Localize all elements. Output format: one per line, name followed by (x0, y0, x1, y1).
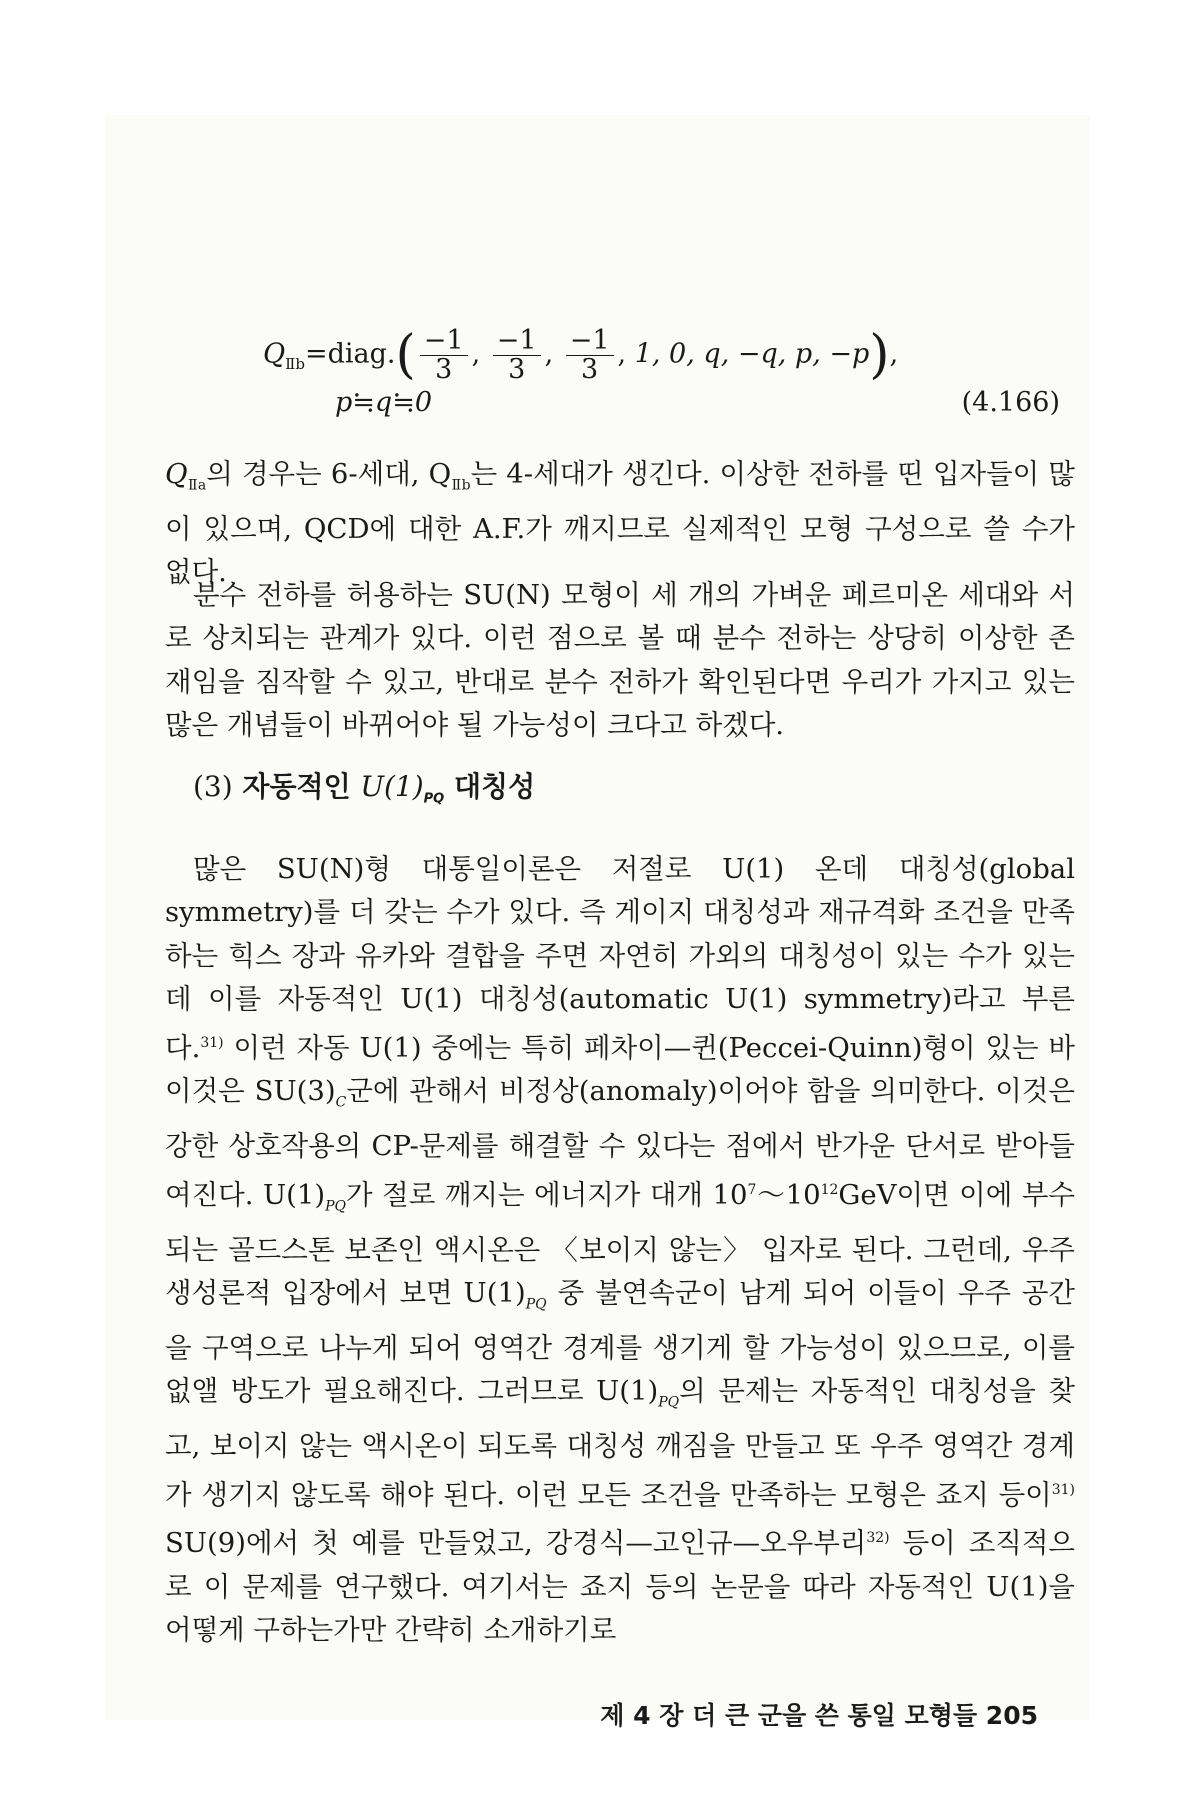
equation-tail: 1, 0, q, −q, p, −p (634, 338, 870, 370)
page-footer: 제 4 장 더 큰 군을 쓴 통일 모형들 205 (600, 1701, 1038, 1730)
equation-lhs: Q (263, 338, 286, 370)
equation-4-166 (105, 325, 1090, 435)
section-heading: (3) 자동적인 $U(1)_{PQ}$ 대칭성 (193, 770, 536, 807)
equation-condition: p≒q≒0 (335, 387, 432, 418)
left-paren: ( (395, 325, 416, 385)
paragraph-2: 분수 전하를 허용하는 SU(N) 모형이 세 개의 가벼운 페르미온 세대와 서로 상치되는 관계가 있다. 이런 점으로 볼 때 분수 전하는 상당히 이상한 존재임을 짐작할 수 있고, 반대로 분수 전하가 확인된다면 우리가 가지고 있는 많은 개념들이 바뀌어야 될 가능성이 크다고 하겠다. (165, 579, 1075, 742)
fraction: $\frac{-1}{3}$ (420, 327, 468, 384)
paragraph-1: $Q_{Ⅱa}$의 경우는 6-세대, $Q_{Ⅱb}$는 4-세대가 생긴다. 이상한 전하를 띤 입자들이 많이 있으며, QCD에 대한 A.F.가 깨지므로 실제적인 모형 구성으로 쓸 수가 없다. (165, 458, 1075, 589)
fraction: $\frac{-1}{3}$ (493, 327, 541, 384)
paragraph-3: 많은 SU(N)형 대통일이론은 저절로 U(1) 온데 대칭성(global symmetry)를 더 갖는 수가 있다. 즉 게이지 대칭성과 재규격화 조건을 만족하는 힉스 장과 유카와 결합을 주면 자연히 가외의 대칭성이 있는 수가 있는데 이를 자동적인 U(1) 대칭성(automatic U(1) symmetry)라고 부른다.$^{31)}$ 이런 자동 U(1) 중에는 특히 페차이—퀸(Peccei-Quinn)형이 있는 바 이것은 $SU(3)_C$군에 관해서 비정상(anomaly)이어야 함을 의미한다. 이것은 강한 상호작용의 CP-문제를 해결할 수 있다는 점에서 반가운 단서로 받아들여진다. $U(1)_{PQ}$가 절로 깨지는 에너지가 대개 $10^7\sim 10^{12}GeV$이면 이에 부수되는 골드스톤 보존인 액시온은 〈보이지 않는〉 입자로 된다. 그런데, 우주 생성론적 입장에서 보면 $U(1)_{PQ}$ 중 불연속군이 남게 되어 이들이 우주 공간을 구역으로 나누게 되어 영역간 경계를 생기게 할 가능성이 있으므로, 이를 없앨 방도가 필요해진다. 그러므로 $U(1)_{PQ}$의 문제는 자동적인 대칭성을 찾고, 보이지 않는 액시온이 되도록 대칭성 깨짐을 만들고 또 우주 영역간 경계가 생기지 않도록 해야 된다. 이런 모든 조건을 만족하는 모형은 죠지 등이$^{31)}$ SU(9)에서 첫 예를 만들었고, 강경식—고인규—오우부리$^{32)}$ 등이 조직적으로 이 문제를 연구했다. 여기서는 죠지 등의 논문을 따라 자동적인 U(1)을 어떻게 구하는가만 간략히 소개하기로 (165, 853, 1076, 1647)
fraction: $\frac{-1}{3}$ (566, 327, 614, 384)
book-page (105, 115, 1090, 1730)
equation-number: (4.166) (961, 387, 1060, 418)
right-paren: ) (869, 325, 890, 385)
equation-diag: =diag. (304, 338, 396, 370)
equation-line: $Q_{Ⅱb}=diag$.( $\frac{-1}{3}$ , $\frac{-1}{3}$ , $\frac{-1}{3}$ , 1, 0, q, −q, p, −p), (263, 324, 899, 385)
equation-lhs-subscript: Ⅱb (285, 354, 305, 373)
